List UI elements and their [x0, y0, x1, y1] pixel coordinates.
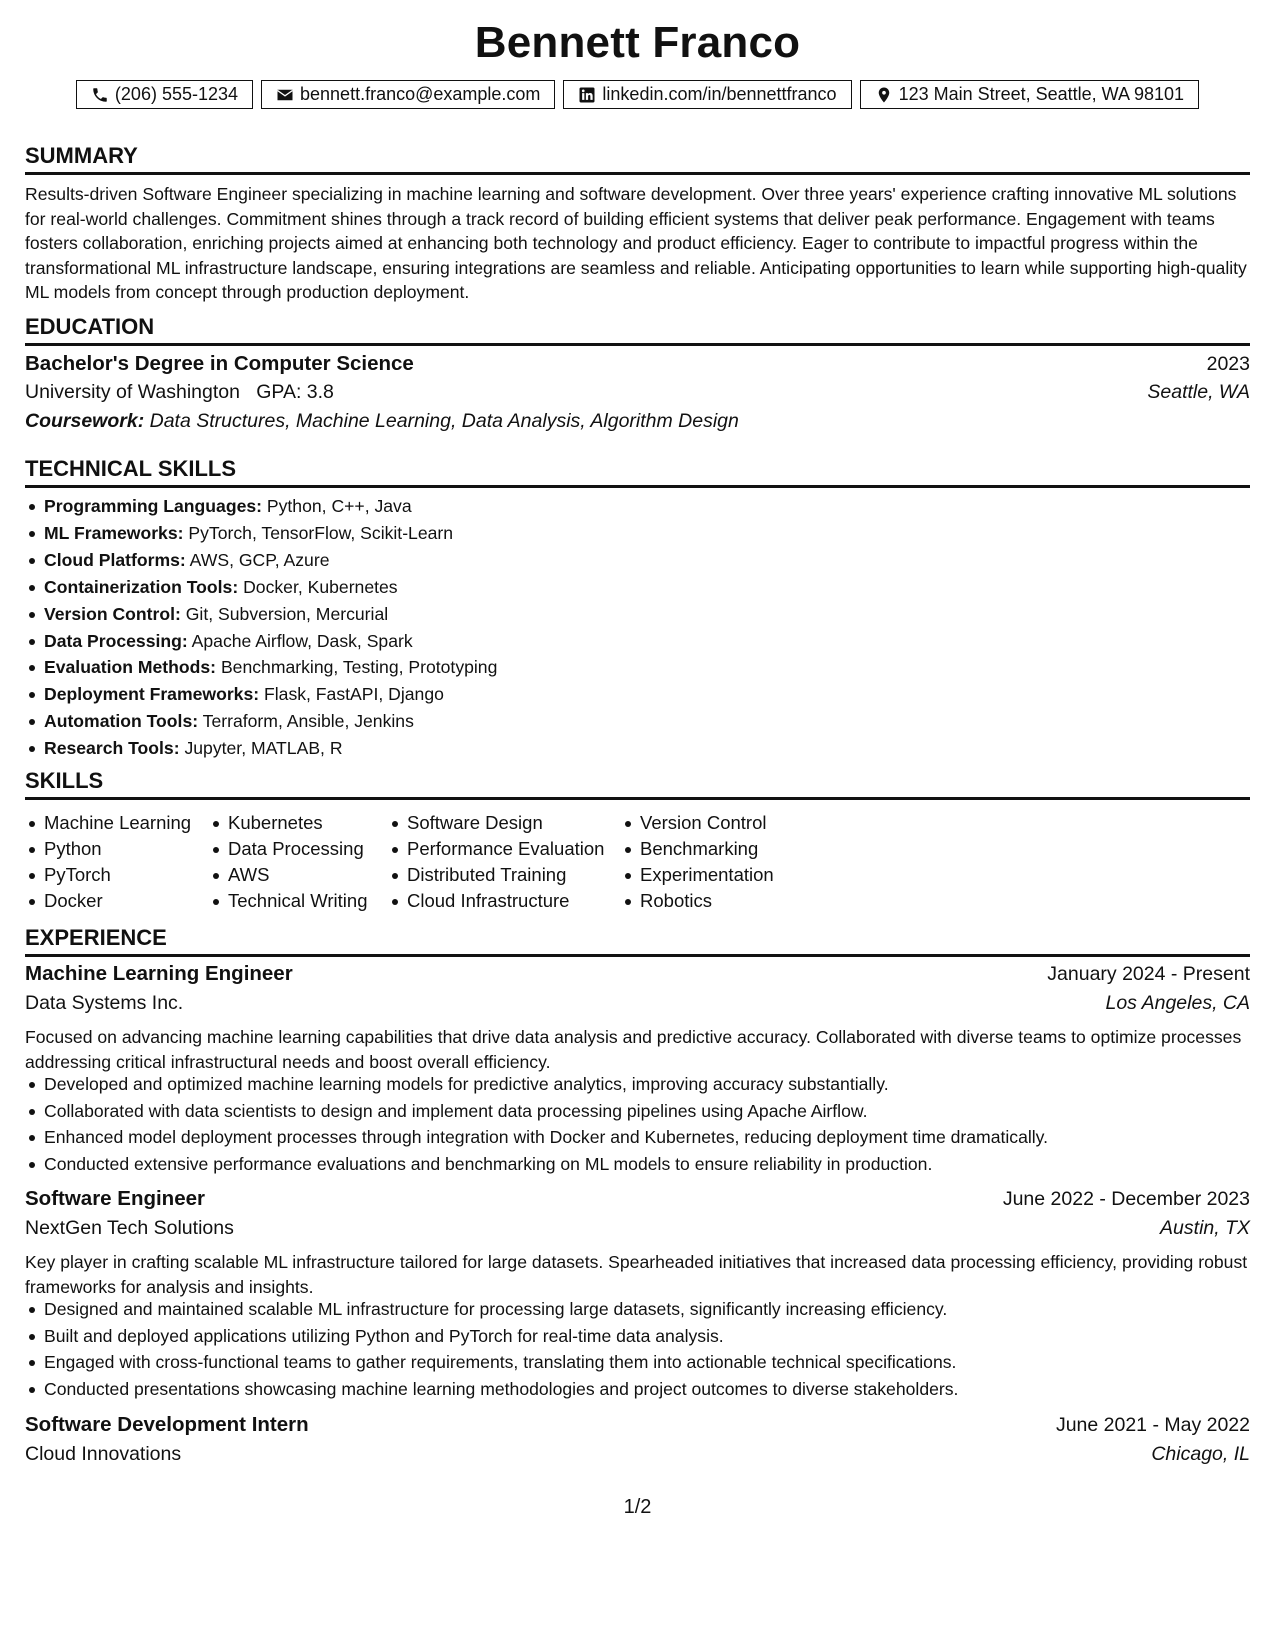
- linkedin-text: linkedin.com/in/bennettfranco: [602, 84, 837, 104]
- coursework-line: [25, 410, 739, 433]
- contact-linkedin[interactable]: [563, 80, 851, 109]
- list-item: Benchmarking: [621, 836, 821, 862]
- skills-grid: [25, 810, 821, 914]
- gpa: GPA: 3.8: [256, 381, 334, 403]
- skill-value: Docker, Kubernetes: [243, 576, 398, 597]
- list-item: [25, 628, 1250, 655]
- skills-column-2: [209, 810, 388, 914]
- linkedin-icon: [578, 86, 596, 104]
- skill-label: ML Frameworks:: [44, 522, 184, 543]
- resume-page: [25, 0, 1250, 1650]
- job-2-title-row: [25, 1187, 1250, 1211]
- list-item: [25, 520, 1250, 547]
- list-item: Performance Evaluation: [388, 836, 621, 862]
- contact-address[interactable]: [860, 80, 1200, 109]
- phone-icon: [91, 86, 109, 104]
- education-degree-row: [25, 352, 1250, 376]
- school-line: [25, 381, 334, 404]
- job-dates: January 2024 - Present: [1047, 963, 1250, 985]
- list-item: Software Design: [388, 810, 621, 836]
- job-3-title-row: [25, 1413, 1250, 1437]
- school-name: University of Washington: [25, 381, 240, 403]
- summary-text: Results-driven Software Engineer specializing in machine learning and software development. Over three years' experience crafting innovative ML solutions for real-world challenges. Commitment shines through a track record of building efficient systems that deliver peak performance. Engagement with teams fosters collaboration, enriching projects aimed at enhancing both technology and product efficiency. Eager to contribute to impactful progress within the transformational ML infrastructure landscape, ensuring integrations are seamless and reliable. Anticipating opportunities to learn while supporting high-quality ML models from concept through production deployment.: [25, 184, 1247, 302]
- education-heading: EDUCATION: [25, 314, 1250, 346]
- skill-label: Automation Tools:: [44, 711, 199, 732]
- list-item: Machine Learning: [25, 810, 209, 836]
- list-item: Engaged with cross-functional teams to gather requirements, translating them into actionable technical specifications.: [25, 1349, 1250, 1376]
- skill-label: Containerization Tools:: [44, 576, 239, 597]
- email-icon: [276, 86, 294, 104]
- degree: Bachelor's Degree in Computer Science: [25, 352, 414, 375]
- skills-heading: SKILLS: [25, 768, 1250, 800]
- skill-value: Flask, FastAPI, Django: [264, 684, 444, 705]
- skills-column-1: [25, 810, 209, 914]
- list-item: Built and deployed applications utilizing Python and PyTorch for real-time data analysis.: [25, 1323, 1250, 1350]
- location-icon: [875, 86, 893, 104]
- job-1-bullets: [25, 1071, 1250, 1177]
- technical-skills-heading: TECHNICAL SKILLS: [25, 456, 1250, 488]
- summary-heading: SUMMARY: [25, 143, 1250, 175]
- company-name: NextGen Tech Solutions: [25, 1217, 234, 1239]
- phone-text: (206) 555-1234: [114, 84, 239, 104]
- skill-label: Evaluation Methods:: [44, 657, 217, 678]
- list-item: Kubernetes: [209, 810, 388, 836]
- company-name: Data Systems Inc.: [25, 992, 184, 1014]
- list-item: Technical Writing: [209, 888, 388, 914]
- list-item: Cloud Infrastructure: [388, 888, 621, 914]
- graduation-year: 2023: [1206, 353, 1250, 375]
- list-item: Version Control: [621, 810, 821, 836]
- list-item: PyTorch: [25, 862, 209, 888]
- job-dates: June 2021 - May 2022: [1055, 1414, 1250, 1436]
- list-item: Collaborated with data scientists to design and implement data processing pipelines using Apache Airflow.: [25, 1098, 1250, 1125]
- contact-row: [25, 80, 1250, 109]
- job-location: Austin, TX: [1160, 1217, 1250, 1239]
- coursework-row: [25, 410, 1250, 433]
- list-item: [25, 601, 1250, 628]
- list-item: Designed and maintained scalable ML infrastructure for processing large datasets, significantly increasing efficiency.: [25, 1296, 1250, 1323]
- list-item: Conducted presentations showcasing machine learning methodologies and project outcomes to diverse stakeholders.: [25, 1376, 1250, 1403]
- skill-value: Benchmarking, Testing, Prototyping: [220, 657, 498, 678]
- list-item: [25, 493, 1250, 520]
- coursework-list: Data Structures, Machine Learning, Data Analysis, Algorithm Design: [149, 410, 739, 432]
- email-text: bennett.franco@example.com: [300, 84, 541, 104]
- page-number: 1/2: [623, 1496, 652, 1518]
- job-2-company-row: [25, 1217, 1250, 1240]
- job-location: Los Angeles, CA: [1105, 992, 1250, 1014]
- job-1-summary: Focused on advancing machine learning capabilities that drive data analysis and predictive accuracy. Collaborated with diverse teams to optimize processes addressing critical infrastructural needs and boost overall efficiency.: [25, 1027, 1242, 1072]
- job-1-company-row: [25, 992, 1250, 1015]
- school-location: Seattle, WA: [1147, 381, 1250, 403]
- list-item: [25, 547, 1250, 574]
- experience-heading: EXPERIENCE: [25, 925, 1250, 957]
- skill-value: Git, Subversion, Mercurial: [185, 603, 389, 624]
- skill-label: Programming Languages:: [44, 496, 262, 516]
- skill-value: Python, C++, Java: [266, 496, 412, 516]
- list-item: Enhanced model deployment processes through integration with Docker and Kubernetes, reducing deployment time dramatically.: [25, 1124, 1250, 1151]
- list-item: Conducted extensive performance evaluations and benchmarking on ML models to ensure reliability in production.: [25, 1151, 1250, 1178]
- skill-label: Research Tools:: [44, 738, 180, 759]
- list-item: Experimentation: [621, 862, 821, 888]
- list-item: AWS: [209, 862, 388, 888]
- candidate-name: Bennett Franco: [474, 18, 801, 67]
- skill-label: Version Control:: [44, 603, 181, 624]
- job-title: Machine Learning Engineer: [25, 962, 293, 985]
- list-item: Developed and optimized machine learning models for predictive analytics, improving accuracy substantially.: [25, 1071, 1250, 1098]
- job-3-company-row: [25, 1443, 1250, 1466]
- education-school-row: [25, 381, 1250, 404]
- job-2-summary: Key player in crafting scalable ML infrastructure tailored for large datasets. Spearheaded initiatives that increased data processing efficiency, providing robust frameworks for analysis and insights.: [25, 1252, 1248, 1297]
- list-item: Distributed Training: [388, 862, 621, 888]
- list-item: [25, 574, 1250, 601]
- job-2-bullets: [25, 1296, 1250, 1402]
- skills-column-3: [388, 810, 621, 914]
- job-location: Chicago, IL: [1151, 1443, 1250, 1465]
- skill-label: Deployment Frameworks:: [44, 684, 260, 705]
- list-item: [25, 735, 1250, 762]
- coursework-label: Coursework:: [25, 410, 145, 432]
- list-item: [25, 654, 1250, 681]
- list-item: Python: [25, 836, 209, 862]
- skill-value: Terraform, Ansible, Jenkins: [202, 711, 414, 732]
- list-item: [25, 681, 1250, 708]
- technical-skills-list: [25, 493, 1250, 762]
- skill-label: Cloud Platforms:: [44, 549, 186, 570]
- list-item: Robotics: [621, 888, 821, 914]
- job-1-title-row: [25, 962, 1250, 986]
- contact-email[interactable]: [261, 80, 555, 109]
- skill-value: Apache Airflow, Dask, Spark: [191, 630, 413, 651]
- skill-label: Data Processing:: [44, 630, 188, 651]
- job-title: Software Engineer: [25, 1187, 205, 1210]
- skill-value: PyTorch, TensorFlow, Scikit-Learn: [188, 522, 454, 543]
- address-text: 123 Main Street, Seattle, WA 98101: [898, 84, 1185, 104]
- job-dates: June 2022 - December 2023: [1002, 1188, 1250, 1210]
- contact-phone[interactable]: [76, 80, 253, 109]
- skill-value: Jupyter, MATLAB, R: [184, 738, 343, 759]
- list-item: Docker: [25, 888, 209, 914]
- skills-column-4: [621, 810, 821, 914]
- skill-value: AWS, GCP, Azure: [189, 549, 330, 570]
- list-item: Data Processing: [209, 836, 388, 862]
- list-item: [25, 708, 1250, 735]
- company-name: Cloud Innovations: [25, 1443, 182, 1465]
- job-title: Software Development Intern: [25, 1413, 309, 1436]
